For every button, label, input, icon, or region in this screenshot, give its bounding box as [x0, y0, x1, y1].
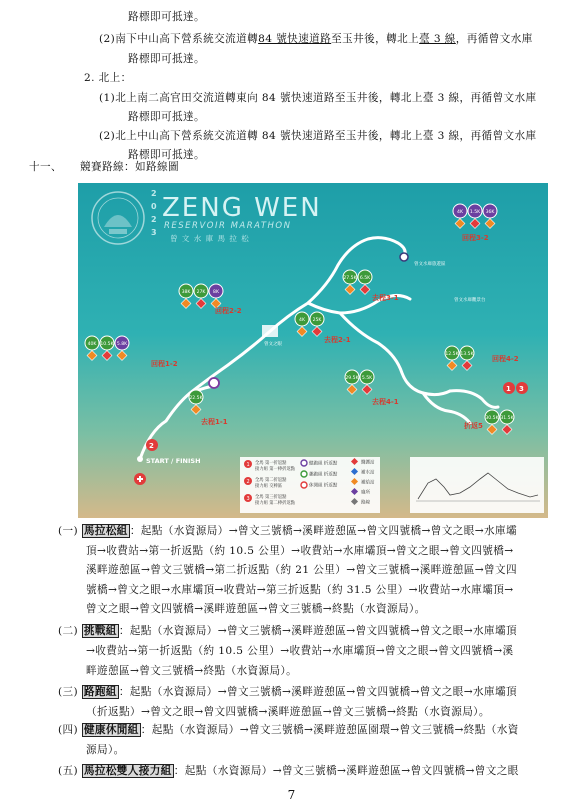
- course-route-continuation: 溪畔遊憩區→曾文三號橋→第二折返點（約 21 公里）→曾文三號橋→溪畔遊憩區→曾文四: [86, 564, 517, 577]
- section-number: 十一、: [29, 161, 62, 173]
- legend-text: 趣跑組 折返點: [309, 472, 338, 478]
- year-digit: 0: [151, 202, 157, 211]
- distance-badge-label: 25K: [312, 318, 322, 323]
- item-number: (2): [99, 33, 116, 45]
- turnaround-label: 去程1-1: [201, 418, 228, 426]
- course-number: (四): [58, 724, 82, 736]
- item-number: (2): [99, 130, 116, 142]
- year-digit: 2: [151, 215, 157, 224]
- course-number: (二): [58, 625, 82, 637]
- turnaround-label: 去程3-1: [372, 294, 399, 302]
- legend-text: 全馬 第三折返點: [255, 495, 287, 500]
- direction-text: 至玉井後，轉北上: [331, 33, 420, 45]
- legend-number: 1: [246, 462, 250, 468]
- distance-badge-label: 5.8K: [116, 342, 128, 347]
- legend-text: 全馬 第一折返點: [255, 461, 287, 466]
- direction-text: 北上南二高官田交流道轉東向 84 號快速道路至玉井後，轉北上臺 3 線，再循曾文水庫: [115, 92, 537, 104]
- distance-badge-label: 12.5K: [445, 352, 459, 357]
- turnaround-label: 回程2-2: [215, 307, 242, 315]
- direction-north-1-continuation: 路標即可抵達。: [128, 111, 205, 123]
- map-subtitle-zh: 曾 文 水 庫 馬 拉 松: [170, 234, 250, 243]
- legend-text: 休閒組 折返點: [309, 483, 338, 489]
- year-digit: 2: [151, 189, 157, 198]
- course-route-continuation: 畔遊憩區→曾文三號橋→終點（水資源局）。: [86, 665, 298, 677]
- legend-text: 醫護站: [361, 460, 375, 466]
- distance-badge-label: 38K: [181, 290, 191, 295]
- north-heading: 2. 北上：: [84, 72, 132, 84]
- course-item: [58, 764, 519, 778]
- course-label: 健康休閒組: [83, 724, 139, 736]
- turnaround-number: 3: [519, 385, 524, 393]
- distance-badge-label: 27K: [196, 290, 206, 295]
- direction-text: 北上中山高下營系統交流道轉 84 號快速道路至玉井後，轉北上臺 3 線，再循曾文水庫: [115, 130, 537, 142]
- distance-badge-label: 22.5K: [189, 396, 203, 401]
- landmark-label: 曾文水庫觀景台: [454, 298, 486, 303]
- distance-badge-label: 27.5K: [343, 276, 357, 281]
- start-number: 2: [149, 442, 154, 450]
- course-item: [58, 624, 517, 638]
- course-label: 挑戰組: [83, 625, 117, 637]
- course-number: (一): [58, 525, 82, 537]
- legend-text: 接力組 第一棒折返點: [255, 467, 296, 472]
- route-map: [78, 183, 548, 518]
- distance-badge-label: 40K: [87, 342, 97, 347]
- course-label: 路跑組: [83, 686, 117, 698]
- legend-marker: [301, 471, 307, 477]
- course-number: (三): [58, 686, 82, 698]
- legend-number: 2: [246, 479, 250, 485]
- turnaround-label: 去程4-1: [372, 398, 399, 406]
- distance-badge-label: 6.5K: [359, 276, 371, 281]
- course-route-text: ：起點（水資源局）→曾文三號橋→溪畔遊憩區園環→曾文三號橋→終點（水資: [140, 724, 519, 736]
- distance-badge-label: 13.5K: [460, 352, 474, 357]
- legend-text: 廁所: [361, 490, 370, 496]
- elevation-chart-panel: [410, 457, 544, 513]
- distance-badge-label: 30.5K: [485, 416, 499, 421]
- year-digit: 3: [151, 228, 157, 237]
- landmark-label: 曾文水庫旅遊區: [414, 262, 446, 267]
- course-route-continuation: 曾文之眼→曾文四號橋→溪畔遊憩區→曾文三號橋→終點（水資源局）。: [86, 603, 426, 616]
- legend-marker: [301, 460, 307, 466]
- start-label: START / FINISH: [146, 457, 201, 465]
- legend-text: 補給站: [361, 480, 375, 486]
- direction-south-1-continuation: 路標即可抵達。: [128, 11, 205, 23]
- course-item: [58, 685, 517, 699]
- legend-number: 3: [246, 496, 250, 502]
- legend-text: 全馬 第二折返點: [255, 478, 287, 483]
- turnaround-label: 回程3-2: [462, 234, 489, 242]
- map-subtitle-en: RESERVOIR MARATHON: [164, 221, 292, 231]
- course-route-text: ：起點（水資源局）→曾文三號橋→溪畔遊憩區→曾文四號橋→曾文之眼→水庫壩頂: [118, 625, 517, 637]
- turnaround-label: 回程1-2: [151, 360, 178, 368]
- underlined-road: 84 號快速道路: [258, 33, 332, 45]
- route-map-graphic: [78, 183, 548, 518]
- legend-text: 路線: [361, 500, 370, 506]
- course-route-continuation: →收費站→第一折返點（約 10.5 公里）→收費站→水庫壩頂→曾文之眼→曾文四號橋→溪: [86, 645, 514, 657]
- underlined-road: 臺 3 線: [419, 33, 456, 45]
- landmark-label: 曾文之眼: [264, 342, 282, 347]
- course-item: [58, 524, 517, 538]
- direction-south-2: [99, 32, 533, 46]
- direction-text: ，再循曾文水庫: [455, 33, 533, 45]
- turnaround-number: 1: [506, 385, 511, 393]
- distance-badge-label: 1.5K: [469, 210, 481, 215]
- distance-badge-label: 4K: [457, 210, 463, 215]
- legend-text: 補水站: [361, 470, 375, 476]
- course-route-continuation: （折返點）→曾文之眼→曾文四號橋→溪畔遊憩區→曾文三號橋→終點（水資源局）。: [86, 706, 490, 718]
- direction-north-2-continuation: 路標即可抵達。: [128, 149, 205, 161]
- turnaround-label: 折返5: [464, 422, 483, 430]
- turnaround-label: 去程2-1: [324, 336, 351, 344]
- course-item: [58, 723, 519, 737]
- section-title: 競賽路線：如路線圖: [80, 161, 179, 173]
- direction-south-2-continuation: 路標即可抵達。: [128, 53, 205, 65]
- map-title-big: ZENG WEN: [162, 193, 322, 223]
- direction-north-2: [99, 129, 537, 143]
- course-label: 馬拉松組: [83, 525, 128, 537]
- distance-badge-label: 31.5K: [500, 416, 514, 421]
- course-route-continuation: 頂→收費站→第一折返點（約 10.5 公里）→收費站→水庫壩頂→曾文之眼→曾文四號橋→: [86, 544, 514, 557]
- course-number: (五): [58, 765, 82, 777]
- legend-marker: [301, 482, 307, 488]
- course-route-continuation: 源局）。: [86, 744, 125, 756]
- direction-text: 南下中山高下營系統交流道轉: [115, 33, 259, 45]
- distance-badge-label: 8K: [213, 290, 219, 295]
- course-route-continuation: 號橋→曾文之眼→水庫壩頂→收費站→第三折返點（約 31.5 公里）→收費站→水庫壩頂→: [86, 583, 514, 596]
- distance-badge-label: 29.5K: [345, 376, 359, 381]
- page-number: 7: [287, 788, 296, 802]
- item-number: (1): [99, 92, 116, 104]
- legend-text: 接力組 交棒區: [255, 484, 283, 489]
- course-route-text: ：起點（水資源局）→曾文三號橋→溪畔遊憩區→曾文四號橋→曾文之眼→水庫壩: [129, 525, 517, 537]
- distance-badge-label: 10.5K: [100, 342, 114, 347]
- distance-badge-label: 4K: [299, 318, 305, 323]
- course-label: 馬拉松雙人接力組: [83, 765, 172, 777]
- distance-badge-label: 5.5K: [361, 376, 373, 381]
- distance-badge-label: 36K: [485, 210, 495, 215]
- legend-text: 接力組 第二棒折返點: [255, 501, 296, 506]
- legend-text: 健跑組 折返點: [309, 461, 338, 467]
- course-route-text: ：起點（水資源局）→曾文三號橋→溪畔遊憩區→曾文四號橋→曾文之眼: [173, 765, 519, 777]
- turnaround-label: 回程4-2: [492, 355, 519, 363]
- course-route-text: ：起點（水資源局）→曾文三號橋→溪畔遊憩區→曾文四號橋→曾文之眼→水庫壩頂: [118, 686, 517, 698]
- direction-north-1: [99, 91, 537, 105]
